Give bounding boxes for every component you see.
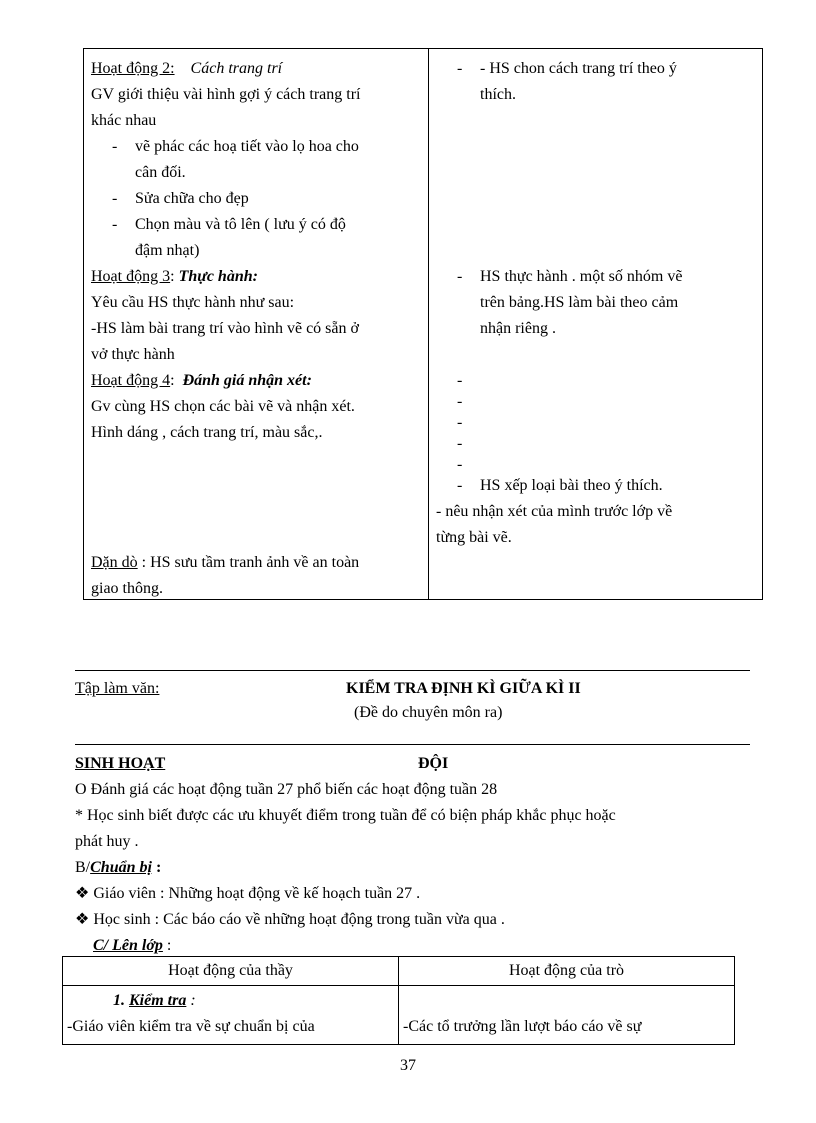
text-line: vở thực hành [91, 346, 175, 363]
activity-student-cell [429, 49, 763, 600]
teacher-cell [63, 986, 399, 1045]
text-line: Yêu cầu HS thực hành như sau: [91, 294, 295, 311]
dash-bullet: - [457, 268, 463, 285]
text-line: Sửa chữa cho đẹp [135, 190, 249, 207]
dash-bullet: - [457, 456, 463, 473]
teacher-student-table [62, 956, 735, 1045]
student-text: -Các tổ trưởng lần lượt báo cáo về sự [403, 1018, 642, 1035]
dash-bullet: - [457, 435, 463, 452]
objective-line-1: O Đánh giá các hoạt động tuần 27 phổ biến các hoạt động tuần 28 [75, 781, 498, 798]
circle-bullet-icon: O [75, 781, 87, 798]
text-line: HS thực hành . một số nhóm vẽ [480, 268, 683, 285]
activity-3-heading: Hoạt động 3: Thực hành: [91, 268, 258, 285]
objective-line-2-cont: phát huy . [75, 833, 139, 850]
activity-teacher-cell [84, 49, 429, 600]
homework-line: Dặn dò : HS sưu tầm tranh ảnh về an toàn [91, 554, 360, 571]
exam-title: KIỂM TRA ĐỊNH KÌ GIỮA KÌ II [346, 680, 581, 697]
section-heading-sinh-hoat: SINH HOẠT [75, 755, 166, 772]
text-line: - nêu nhận xét của mình trước lớp về [436, 503, 673, 520]
text-line: khác nhau [91, 112, 157, 129]
text-line: HS xếp loại bài theo ý thích. [480, 477, 663, 494]
activity-2-heading: Hoạt động 2: Cách trang trí [91, 60, 283, 77]
divider [75, 744, 750, 745]
dash-bullet: - [457, 477, 463, 494]
dash-bullet: - [457, 414, 463, 431]
objective-line-2: * Học sinh biết được các ưu khuyết điểm trong tuần để có biện pháp khắc phục hoặc [75, 807, 616, 824]
header-teacher: Hoạt động của thầy [63, 957, 399, 986]
diamond-bullet-icon: ❖ [75, 911, 90, 928]
divider [75, 670, 750, 671]
header-student: Hoạt động của trò [399, 957, 735, 986]
text-line: - HS chon cách trang trí theo ý [480, 60, 677, 77]
text-line: giao thông. [91, 580, 163, 597]
preparation-heading: B/Chuẩn bị : [75, 859, 162, 876]
text-line: cân đối. [135, 164, 186, 181]
preparation-students: ❖ Học sinh : Các báo cáo về những hoạt động trong tuần vừa qua . [75, 911, 505, 928]
lesson-heading: C/ Lên lớp : [93, 937, 172, 954]
text-line: đậm nhạt) [135, 242, 200, 259]
dash-bullet: - [457, 60, 463, 77]
text-line: trên bảng.HS làm bài theo cảm [480, 294, 679, 311]
text-line: Gv cùng HS chọn các bài vẽ và nhận xét. [91, 398, 355, 415]
diamond-bullet-icon: ❖ [75, 885, 90, 902]
section-label-tap-lam-van: Tập làm văn: [75, 680, 160, 697]
activity-table [83, 48, 763, 600]
text-line: nhận riêng . [480, 320, 556, 337]
dash-bullet: - [112, 216, 118, 233]
section-heading-doi: ĐỘI [418, 755, 449, 772]
dash-bullet: - [457, 372, 463, 389]
dash-bullet: - [112, 138, 118, 155]
text-line: Hình dáng , cách trang trí, màu sắc,. [91, 424, 323, 441]
text-line: GV giới thiệu vài hình gợi ý cách trang trí [91, 86, 361, 103]
student-cell [399, 986, 735, 1045]
text-line: thích. [480, 86, 516, 103]
preparation-teacher: ❖ Giáo viên : Những hoạt động về kế hoạch tuần 27 . [75, 885, 421, 902]
page-number: 37 [400, 1057, 416, 1074]
exam-subtitle: (Đề do chuyên môn ra) [354, 704, 503, 721]
dash-bullet: - [112, 190, 118, 207]
dash-bullet: - [457, 393, 463, 410]
check-heading: 1. Kiểm tra : [113, 992, 196, 1009]
text-line: vẽ phác các hoạ tiết vào lọ hoa cho [135, 138, 359, 155]
teacher-text: -Giáo viên kiểm tra về sự chuẩn bị của [67, 1018, 315, 1035]
activity-4-heading: Hoạt động 4: Đánh giá nhận xét: [91, 372, 312, 389]
text-line: từng bài vẽ. [436, 529, 512, 546]
text-line: -HS làm bài trang trí vào hình vẽ có sẵn ở [91, 320, 359, 337]
text-line: Chọn màu và tô lên ( lưu ý có độ [135, 216, 346, 233]
